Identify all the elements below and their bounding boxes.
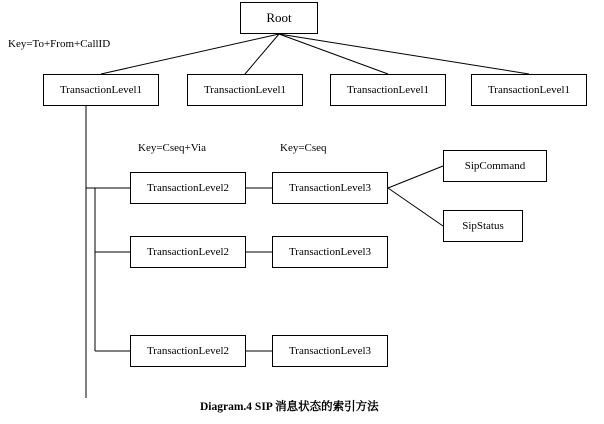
node-transaction-level3-c[interactable]: TransactionLevel3: [272, 335, 388, 367]
node-transaction-level3-b[interactable]: TransactionLevel3: [272, 236, 388, 268]
node-sip-status[interactable]: SipStatus: [443, 210, 523, 242]
node-transaction-level1-c[interactable]: TransactionLevel1: [330, 74, 446, 106]
key-label-level3: Key=Cseq: [280, 142, 327, 154]
node-transaction-level1-b[interactable]: TransactionLevel1: [187, 74, 303, 106]
node-sip-command[interactable]: SipCommand: [443, 150, 547, 182]
key-label-level2: Key=Cseq+Via: [138, 142, 206, 154]
node-transaction-level1-d[interactable]: TransactionLevel1: [471, 74, 587, 106]
node-transaction-level2-c[interactable]: TransactionLevel2: [130, 335, 246, 367]
node-transaction-level3-a[interactable]: TransactionLevel3: [272, 172, 388, 204]
key-label-level1: Key=To+From+CallID: [8, 38, 111, 50]
node-root[interactable]: Root: [240, 2, 318, 34]
node-transaction-level1-a[interactable]: TransactionLevel1: [43, 74, 159, 106]
node-transaction-level2-b[interactable]: TransactionLevel2: [130, 236, 246, 268]
node-transaction-level2-a[interactable]: TransactionLevel2: [130, 172, 246, 204]
diagram-caption: Diagram.4 SIP 消息状态的索引方法: [200, 401, 379, 413]
